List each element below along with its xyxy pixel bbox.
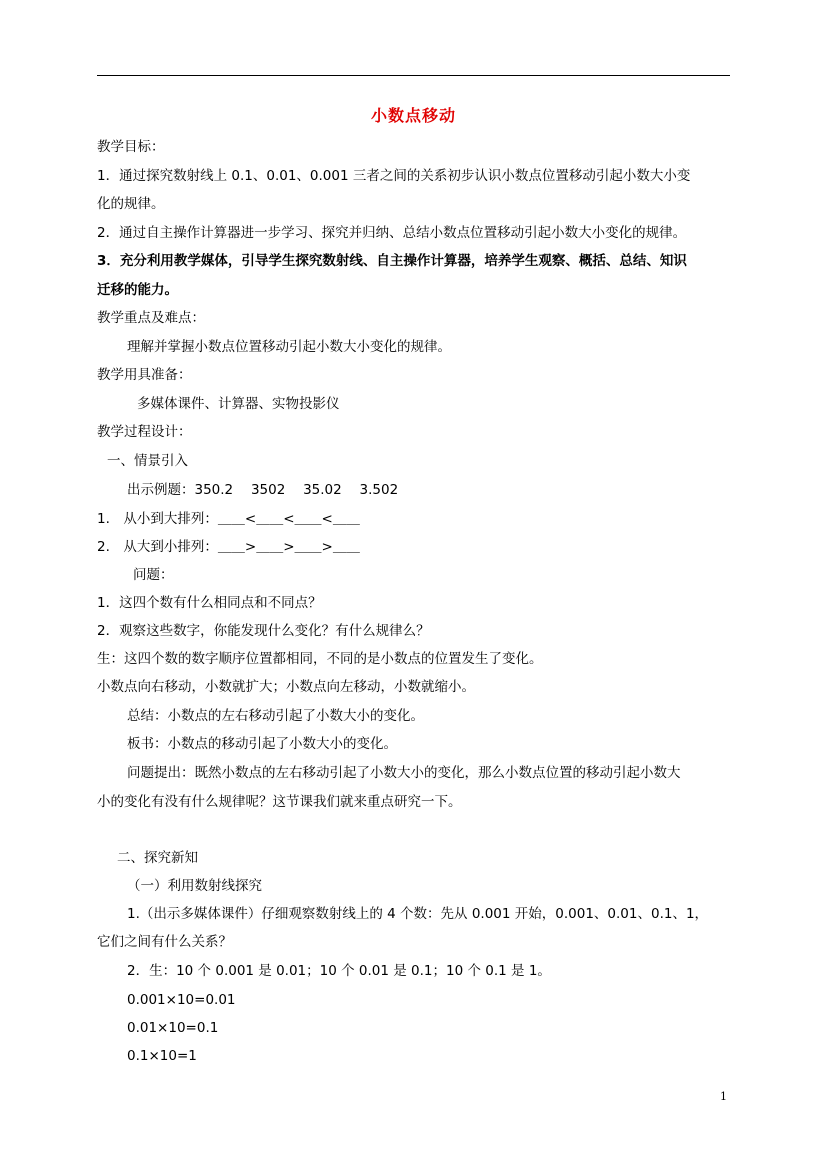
section-1-heading: 一、情景引入 xyxy=(107,453,188,469)
sort-ascending: 1. 从小到大排列：＿＿<＿＿<＿＿<＿＿ xyxy=(97,511,360,527)
step-2: 2．生：10 个 0.001 是 0.01；10 个 0.01 是 0.1；10 个 0.1 是 1。 xyxy=(127,963,551,979)
objective-3-line-2: 迁移的能力。 xyxy=(97,282,178,298)
problem-line-2: 小的变化有没有什么规律呢？这节课我们就来重点研究一下。 xyxy=(97,794,462,810)
process-heading: 教学过程设计： xyxy=(97,424,192,440)
objective-1-line-1: 1．通过探究数射线上 0.1、0.01、0.001 三者之间的关系初步认识小数点位置移动引起小数大小变 xyxy=(97,168,691,184)
summary: 总结：小数点的左右移动引起了小数大小的变化。 xyxy=(127,708,424,724)
objective-1-line-2: 化的规律。 xyxy=(97,196,165,212)
page-number: 1 xyxy=(720,1090,727,1103)
observation: 小数点向右移动，小数就扩大；小数点向左移动，小数就缩小。 xyxy=(97,679,475,695)
step-1-line-2: 它们之间有什么关系？ xyxy=(97,934,232,950)
equation-1: 0.001×10=0.01 xyxy=(127,992,236,1008)
header-rule xyxy=(97,75,730,76)
sort-descending: 2. 从大到小排列：＿＿>＿＿>＿＿>＿＿ xyxy=(97,539,360,555)
subsection-1-heading: （一）利用数射线探究 xyxy=(127,878,262,894)
objective-3-line-1: 3．充分利用教学媒体，引导学生探究数射线、自主操作计算器，培养学生观察、概括、总结、知识 xyxy=(97,253,687,269)
keypoints-text: 理解并掌握小数点位置移动引起小数大小变化的规律。 xyxy=(127,339,451,355)
section-2-heading: 二、探究新知 xyxy=(117,850,198,866)
student-answer: 生：这四个数的数字顺序位置都相同，不同的是小数点的位置发生了变化。 xyxy=(97,651,543,667)
objectives-heading: 教学目标： xyxy=(97,139,165,155)
problem-line-1: 问题提出：既然小数点的左右移动引起了小数大小的变化，那么小数点位置的移动引起小数大 xyxy=(127,765,681,781)
step-1-line-1: 1.（出示多媒体课件）仔细观察数射线上的 4 个数：先从 0.001 开始，0.001、0.01、0.1、1， xyxy=(127,906,709,922)
equation-3: 0.1×10=1 xyxy=(127,1048,197,1064)
question-2: 2．观察这些数字，你能发现什么变化？有什么规律么？ xyxy=(97,623,430,639)
question-label: 问题： xyxy=(133,567,174,583)
tools-text: 多媒体课件、计算器、实物投影仪 xyxy=(137,396,340,412)
question-1: 1．这四个数有什么相同点和不同点？ xyxy=(97,595,322,611)
page-title: 小数点移动 xyxy=(370,106,456,125)
equation-2: 0.01×10=0.1 xyxy=(127,1020,219,1036)
example-numbers: 出示例题：350.2 3502 35.02 3.502 xyxy=(127,482,399,498)
keypoints-heading: 教学重点及难点： xyxy=(97,310,205,326)
blackboard-note: 板书：小数点的移动引起了小数大小的变化。 xyxy=(127,736,397,752)
objective-2: 2．通过自主操作计算器进一步学习、探究并归纳、总结小数点位置移动引起小数大小变化的规律。 xyxy=(97,225,687,241)
tools-heading: 教学用具准备： xyxy=(97,367,192,383)
